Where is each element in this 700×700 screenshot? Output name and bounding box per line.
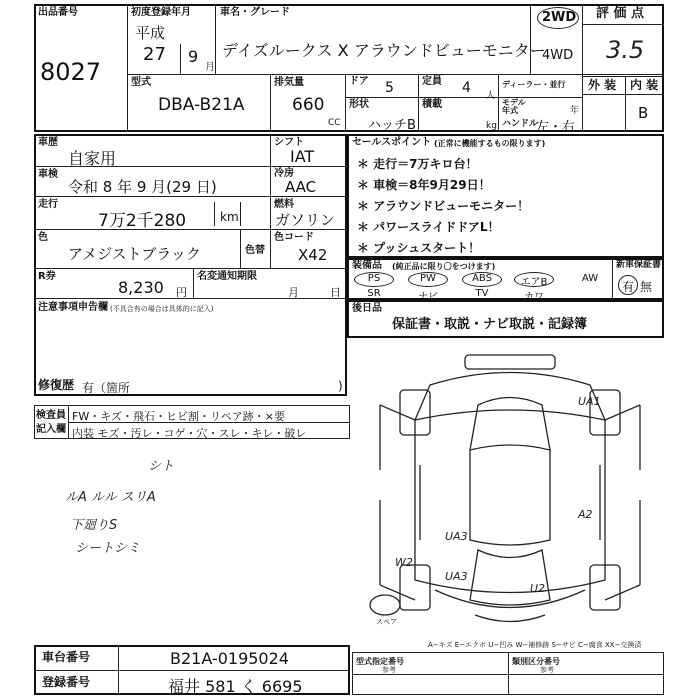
yen-unit: 円: [176, 286, 187, 299]
recycle-label: R券: [38, 271, 56, 282]
repair-label: 修復歴: [38, 378, 75, 392]
mileage: 7万2千280: [98, 211, 187, 231]
ref-label: 参考: [540, 666, 554, 674]
notes-sub: (不具合有の場合は具体的に記入): [110, 305, 214, 313]
lot-label: 出品番号: [38, 7, 78, 18]
sales-point-item: ＊ 車検＝8年9月29日！: [357, 178, 491, 192]
score-label: 評 価 点: [596, 6, 645, 21]
equipment-label: 装備品: [352, 260, 382, 271]
warranty-has: 有: [622, 280, 635, 294]
interior-grade: B: [638, 104, 649, 122]
divider: [508, 652, 509, 695]
recycle: 8,230: [118, 278, 164, 297]
divider: [612, 258, 613, 300]
equip-navi: ナビ: [418, 292, 438, 303]
interior-label: 内 装: [630, 78, 659, 92]
first-reg-label: 初度登録年月: [131, 7, 191, 18]
model-ref-label: 型式指定番号: [356, 657, 404, 666]
equip-abs: ABS: [472, 273, 492, 284]
car-name: デイズルークス X アラウンドビューモニター: [222, 41, 546, 60]
era: 平成: [135, 24, 166, 42]
year-unit: 年: [570, 106, 580, 116]
inspector-row1: FW・キズ・飛石・ヒビ割・リペア跡・×要: [72, 410, 285, 423]
shape: ハッチB: [368, 118, 416, 133]
seats-unit: 人: [486, 91, 496, 101]
divider: [625, 76, 626, 132]
sales-point-item: ＊ 走行＝7万キロ台！: [357, 157, 478, 171]
sales-points-note: (正常に機能するもの限ります): [434, 139, 546, 148]
month-unit: 月: [205, 62, 215, 73]
drive-2wd: 2WD: [542, 10, 577, 25]
door-label: ドア: [349, 76, 369, 87]
equipment-note: (純正品に限り〇をつけます): [392, 262, 496, 271]
handle: 左・右: [536, 120, 576, 135]
score: 3.5: [606, 36, 645, 64]
hand-note: ルA ルル スリA: [65, 490, 156, 505]
divider: [582, 24, 664, 25]
displacement: 660: [292, 95, 325, 115]
divider: [193, 268, 194, 298]
inspection-label: 車検: [38, 169, 58, 180]
divider: [34, 298, 347, 299]
equip-airbag: エアB: [520, 277, 548, 288]
divider: [34, 268, 347, 269]
car-name-label: 車名・グレード: [220, 7, 290, 18]
shape-label: 形状: [349, 99, 369, 110]
ac: AAC: [285, 178, 317, 196]
hand-note: シートシミ: [75, 541, 141, 556]
damage-mark: UA1: [578, 395, 601, 408]
handle-label: ハンドル: [502, 119, 539, 129]
model-year-label: モデル年式: [502, 98, 526, 115]
equip-ps: PS: [367, 273, 381, 284]
divider: [582, 94, 664, 95]
inspector-label: 記入欄: [36, 424, 66, 435]
damage-mark: W2: [395, 556, 413, 569]
shift-label: シフト: [274, 137, 304, 148]
sales-point-item: ＊ パワースライドドアL！: [357, 220, 500, 234]
km-unit: km: [220, 210, 239, 224]
sales-point-item: ＊ アラウンドビューモニター！: [357, 199, 530, 213]
seats: 4: [462, 80, 471, 96]
equip-tv: TV: [475, 288, 489, 299]
divider: [418, 74, 419, 132]
spare-label: スペア: [376, 618, 397, 626]
divider: [240, 229, 241, 268]
divider: [180, 44, 181, 74]
equip-aw: AW: [581, 273, 599, 284]
warranty-none: 無: [640, 280, 653, 294]
notes-label: 注意事項申告欄: [38, 302, 108, 313]
new-car-warranty-label: 新車保証書: [616, 260, 662, 270]
exterior-label: 外 装: [588, 78, 617, 92]
reg-month: 9: [188, 47, 199, 66]
seats-label: 定員: [422, 76, 442, 87]
post-items-label: 後日品: [352, 303, 382, 314]
lot-number: 8027: [40, 58, 102, 86]
displacement-label: 排気量: [274, 77, 304, 88]
damage-mark: A2: [578, 508, 593, 521]
damage-legend: A−キズ E−エクボ U−凹み W−補修跡 S−サビ C−腐食 XX−交換済: [428, 641, 642, 649]
divider: [345, 74, 346, 132]
model: DBA-B21A: [158, 95, 245, 115]
sales-points-label: セールスポイント: [352, 137, 432, 148]
divider: [345, 97, 582, 98]
equip-leather: カワ: [524, 292, 544, 303]
mileage-label: 走行: [38, 199, 58, 210]
doors: 5: [385, 80, 394, 96]
history-label: 車歴: [38, 137, 58, 148]
divider: [127, 74, 664, 75]
reg-year: 27: [143, 44, 166, 65]
equip-pw: PW: [420, 273, 436, 284]
notice-label: 名変通知期限: [197, 271, 257, 282]
notice-month: 月: [288, 286, 299, 299]
history-block: [34, 134, 347, 396]
divider: [34, 670, 350, 671]
divider: [118, 645, 119, 695]
cc-unit: CC: [328, 118, 341, 128]
damage-mark: UA3: [445, 570, 468, 583]
history: 自家用: [68, 149, 117, 168]
divider: [270, 74, 271, 132]
plate-number: 福井 581 く 6695: [168, 677, 303, 696]
chassis-number: B21A-0195024: [170, 649, 289, 668]
ac-label: 冷房: [274, 168, 294, 179]
fuel-label: 燃料: [274, 199, 294, 210]
hand-note: 下廻りS: [70, 518, 118, 533]
drive-4wd: 4WD: [542, 48, 574, 63]
chassis-label: 車台番号: [42, 650, 91, 664]
color-change-label: 色替: [245, 245, 265, 256]
damage-mark: UA3: [445, 530, 468, 543]
color: アメジストブラック: [68, 245, 201, 263]
plate-label: 登録番号: [42, 675, 91, 689]
kg-unit: kg: [486, 121, 497, 131]
inspector-label: 検査員: [36, 410, 66, 421]
color-code: X42: [298, 246, 328, 264]
divider: [215, 4, 216, 74]
inspector-row2: 内装 モズ・汚レ・コゲ・穴・スレ・キレ・破レ: [72, 427, 307, 440]
notice-day: 日: [330, 286, 341, 299]
shift: IAT: [290, 147, 315, 166]
dealer-label: ディーラー・並行: [502, 80, 566, 89]
repair-close: ): [338, 379, 343, 393]
divider: [582, 76, 664, 77]
equip-sr: SR: [367, 288, 381, 299]
sales-point-item: ＊ プッシュスタート！: [357, 241, 481, 255]
model-label: 型式: [131, 77, 151, 88]
color-code-label: 色コード: [274, 232, 314, 243]
divider: [214, 202, 215, 226]
inspection: 令和 8 年 9 月(29 日): [68, 178, 217, 196]
divider: [498, 74, 499, 132]
post-items: 保証書・取説・ナビ取説・記録簿: [392, 317, 588, 332]
ref-label: 参考: [382, 666, 396, 674]
divider: [270, 134, 271, 268]
car-diagram: [360, 350, 660, 640]
color-label: 色: [38, 232, 48, 243]
fuel: ガソリン: [275, 211, 336, 229]
hand-note: シト: [148, 459, 175, 474]
divider: [127, 4, 128, 132]
damage-mark: U2: [530, 582, 546, 595]
capacity-label: 積載: [422, 99, 442, 110]
repair: 有（箇所: [82, 381, 131, 395]
divider: [240, 202, 241, 226]
class-ref-label: 類別区分番号: [512, 657, 560, 666]
